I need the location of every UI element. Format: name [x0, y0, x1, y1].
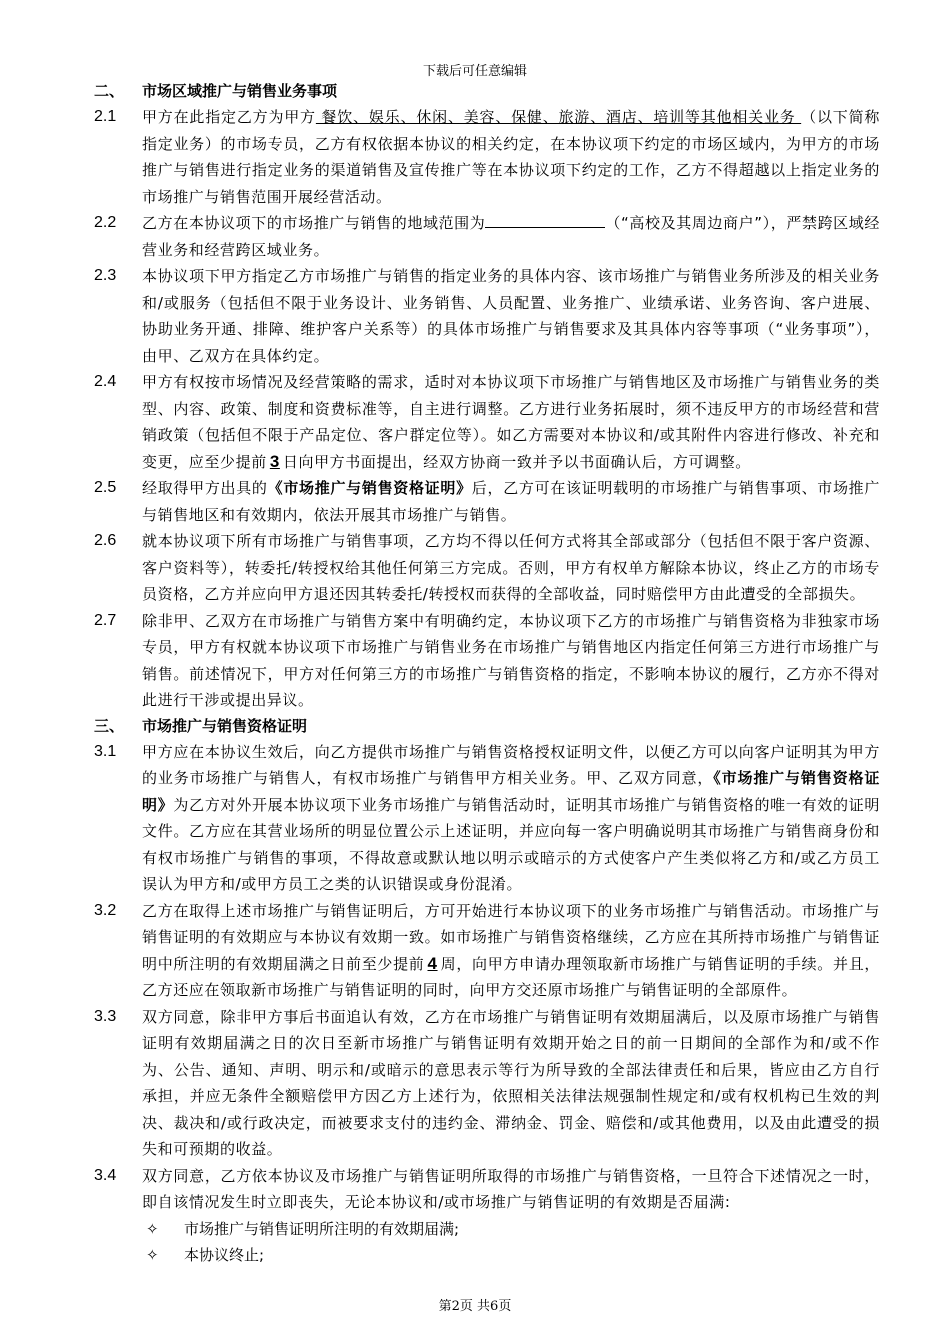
clause-text	[142, 369, 880, 475]
list-item-text: 本协议终止;	[184, 1246, 265, 1264]
clause-text	[142, 104, 880, 210]
clause-text	[142, 475, 880, 528]
clause-number: 3.1	[94, 742, 117, 760]
clause-text	[142, 898, 880, 1004]
clause-text-part: 后，乙方可在该证明载明的市场推广与销售事项、市场推广与销售地区和有效期内，依法开展其市场推广与销售。	[142, 479, 880, 524]
clause-3-2	[94, 898, 880, 1004]
clause-text-part: 经取得甲方出具的	[142, 479, 268, 497]
list-item	[142, 1242, 880, 1269]
clause-text: 双方同意，除非甲方事后书面追认有效，乙方在市场推广与销售证明有效期届满后，以及原市场推广与销售证明有效期届满之日的次日至新市场推广与销售证明有效期开始之日的前一日期间的全部作为和/或不作为、公告、通知、声明、明示和/或暗示的意思表示等行为所导致的全部法律责任和后果，皆应由乙方自行承担，并应无条件全额赔偿甲方因乙方上述行为，依照相关法律法规强制性规定和/或有权机构已生效的判决、裁决和/或行政决定，而被要求支付的违约金、滞纳金、罚金、赔偿和/或其他费用，以及由此遭受的损失和可预期的收益。	[142, 1007, 880, 1158]
section-heading-3	[94, 714, 880, 739]
clause-number: 2.7	[94, 611, 117, 629]
clause-number: 2.6	[94, 532, 117, 549]
document-body	[94, 79, 880, 1269]
designated-business-underlined: 餐饮、娱乐、休闲、美容、保健、旅游、酒店、培训等其他相关业务	[315, 108, 802, 126]
clause-text-part: 甲方在此指定乙方为甲方	[142, 108, 316, 126]
clause-3-1	[94, 739, 880, 898]
page-footer: 第2页 共6页	[438, 1299, 512, 1314]
section-heading-2	[94, 79, 880, 104]
clause-number: 3.3	[94, 1007, 117, 1025]
notice-weeks-value: 4	[427, 953, 438, 973]
certificate-name: 《市场推广与销售资格证明》	[267, 479, 472, 497]
clause-3-3	[94, 1004, 880, 1163]
certificate-name: 《市场推广与销售资格证明》	[142, 769, 880, 814]
clause-number: 2.3	[94, 267, 117, 284]
clause-2-3	[94, 263, 880, 369]
clause-text	[142, 739, 880, 898]
clause-text: 就本协议项下所有市场推广与销售事项，乙方均不得以任何方式将其全部或部分（包括但不限于客户资源、客户资料等），转委托/转授权给其他任何第三方完成。否则，甲方有权单方解除本协议，终止乙方的市场专员资格，乙方并应向甲方退还因其转委托/转授权而获得的全部收益，同时赔偿甲方由此遭受的全部损失。	[142, 532, 880, 603]
clause-2-7	[94, 608, 880, 714]
clause-text: 本协议项下甲方指定乙方市场推广与销售的指定业务的具体内容、该市场推广与销售业务所涉及的相关业务和/或服务（包括但不限于业务设计、业务销售、人员配置、业务推广、业绩承诺、业务咨询、客户进展、协助业务开通、排障、维护客户关系等）的具体市场推广与销售要求及其具体内容等事项（“业务事项”），由甲、乙双方在具体约定。	[142, 267, 880, 365]
clause-2-6	[94, 528, 880, 608]
diamond-bullet-icon: ✧	[146, 1246, 159, 1264]
diamond-bullet-icon: ✧	[146, 1219, 159, 1238]
clause-number: 2.1	[94, 108, 117, 125]
clause-number: 3.4	[94, 1166, 117, 1184]
page-header: 下载后可任意编辑	[422, 64, 527, 79]
clause-text-part: 日向甲方书面提出，经双方协商一致并予以书面确认后，方可调整。	[282, 452, 751, 471]
section-number: 二、	[94, 82, 125, 100]
clause-text-part: （“高校及其周边商户”），严禁跨区域经营业务和经营跨区域业务。	[142, 214, 880, 259]
clause-2-4	[94, 369, 880, 475]
clause-text-part: 甲方有权按市场情况及经营策略的需求，适时对本协议项下市场推广与销售地区及市场推广与销售业务的类型、内容、政策、制度和资费标准等，自主进行调整。乙方进行业务拓展时，须不违反甲方的市场经营和营销政策（包括但不限于产品定位、客户群定位等）。如乙方需要对本协议和/或其附件内容进行修改、补充和变更，应至少提前	[142, 373, 880, 471]
clause-3-4	[94, 1163, 880, 1216]
clause-number: 3.2	[94, 901, 117, 919]
section-number: 三、	[94, 716, 125, 735]
clause-2-5	[94, 475, 880, 528]
clause-text: 除非甲、乙双方在市场推广与销售方案中有明确约定，本协议项下乙方的市场推广与销售资格为非独家市场专员，甲方有权就本协议项下市场推广与销售业务在市场推广与销售地区内指定任何第三方进行市场推广与销售。前述情况下，甲方对任何第三方的市场推广与销售资格的指定，不影响本协议的履行，乙方亦不得对此进行干涉或提出异议。	[142, 611, 880, 709]
clause-text: 双方同意，乙方依本协议及市场推广与销售证明所取得的市场推广与销售资格，一旦符合下述情况之一时，即自该情况发生时立即丧失，无论本协议和/或市场推广与销售证明的有效期是否届满:	[142, 1166, 880, 1211]
notice-days-value: 3	[269, 451, 280, 471]
list-item	[142, 1216, 880, 1243]
clause-2-2	[94, 210, 880, 263]
clause-text-part: 为乙方对外开展本协议项下业务市场推广与销售活动时，证明其市场推广与销售资格的唯一有效的证明文件。乙方应在其营业场所的明显位置公示上述证明，并应向每一客户明确说明其市场推广与销售商身份和有权市场推广与销售的事项，不得故意或默认地以明示或暗示的方式使客户产生类似将乙方和/或乙方员工误认为甲方和/或甲方员工之类的认识错误或身份混淆。	[142, 795, 880, 893]
clause-text-part: 乙方在本协议项下的市场推广与销售的地域范围为	[142, 214, 486, 232]
clause-number: 2.4	[94, 373, 117, 390]
clause-text-part: 乙方在取得上述市场推广与销售证明后，方可开始进行本协议项下的业务市场推广与销售活动。市场推广与销售证明的有效期应与本协议有效期一致。如市场推广与销售资格继续，乙方应在其所持市场推广与销售证明中所注明的有效期届满之日前至少提前	[142, 901, 880, 973]
section-title: 市场区域推广与销售业务事项	[142, 82, 338, 100]
clause-text-part: 周，向甲方申请办理领取新市场推广与销售证明的手续。并且，乙方还应在领取新市场推广与销售证明的同时，向甲方交还原市场推广与销售证明的全部原件。	[142, 954, 880, 999]
clause-text-part: 甲方应在本协议生效后，向乙方提供市场推广与销售资格授权证明文件，以便乙方可以向客户证明其为甲方的业务市场推广与销售人，有权市场推广与销售甲方相关业务。甲、乙双方同意，	[142, 742, 880, 787]
clause-number: 2.5	[94, 479, 117, 496]
list-item-text: 市场推广与销售证明所注明的有效期届满;	[184, 1219, 460, 1238]
fill-in-blank[interactable]	[485, 212, 605, 228]
clause-text-part: （以下简称指定业务）的市场专员，乙方有权依据本协议的相关约定，在本协议项下约定的市场区域内，为甲方的市场推广与销售进行指定业务的渠道销售及宣传推广等在本协议项下约定的工作，乙方不得超越以上指定业务的市场推广与销售范围开展经营活动。	[142, 108, 880, 206]
section-title: 市场推广与销售资格证明	[142, 716, 308, 735]
clause-text	[142, 210, 880, 263]
clause-2-1	[94, 104, 880, 210]
clause-number: 2.2	[94, 214, 117, 231]
